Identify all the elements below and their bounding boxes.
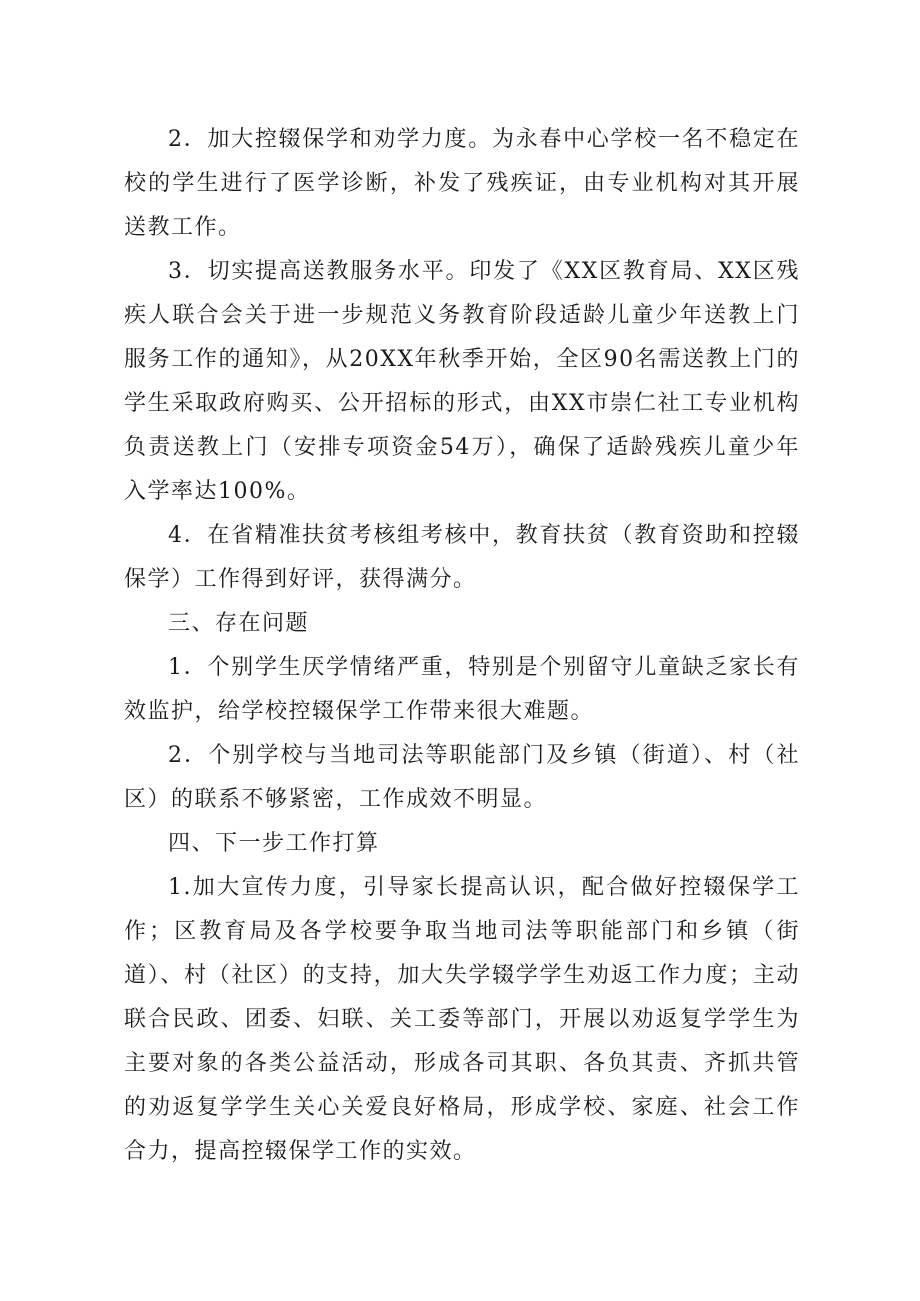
problem-item-1: 1．个别学生厌学情绪严重，特别是个别留守儿童缺乏家长有效监护，给学校控辍保学工作带来很大难题。 xyxy=(124,655,800,724)
problem-item-2: 2．个别学校与当地司法等职能部门及乡镇（街道）、村（社区）的联系不够紧密，工作成效不明显。 xyxy=(124,743,800,812)
next-step-item-1: 1.加大宣传力度，引导家长提高认识，配合做好控辍保学工作；区教育局及各学校要争取当地司法等职能部门和乡镇（街道）、村（社区）的支持，加大失学辍学学生劝返工作力度；主动联合民政、团委、妇联、关工委等部门，开展以劝返复学学生为主要对象的各类公益活动，形成各司其职、各负其责、齐抓共管的劝返复学学生关心关爱良好格局，形成学校、家庭、社会工作合力，提高控辍保学工作的实效。 xyxy=(124,875,800,1164)
paragraph-item-3: 3．切实提高送教服务水平。印发了《XX区教育局、XX区残疾人联合会关于进一步规范义务教育阶段适龄儿童少年送教上门服务工作的通知》，从20XX年秋季开始，全区90名需送教上门的学生采取政府购买、公开招标的形式，由XX市崇仁社工专业机构负责送教上门（安排专项资金54万），确保了适龄残疾儿童少年入学率达100%。 xyxy=(124,259,800,504)
document-page xyxy=(124,118,800,1174)
section-heading-problems: 三、存在问题 xyxy=(168,611,310,636)
paragraph-item-2: 2．加大控辍保学和劝学力度。为永春中心学校一名不稳定在校的学生进行了医学诊断，补发了残疾证，由专业机构对其开展送教工作。 xyxy=(124,127,800,240)
section-heading-next-steps: 四、下一步工作打算 xyxy=(168,831,380,856)
paragraph-item-4: 4．在省精准扶贫考核组考核中，教育扶贫（教育资助和控辍保学）工作得到好评，获得满分。 xyxy=(124,523,800,592)
